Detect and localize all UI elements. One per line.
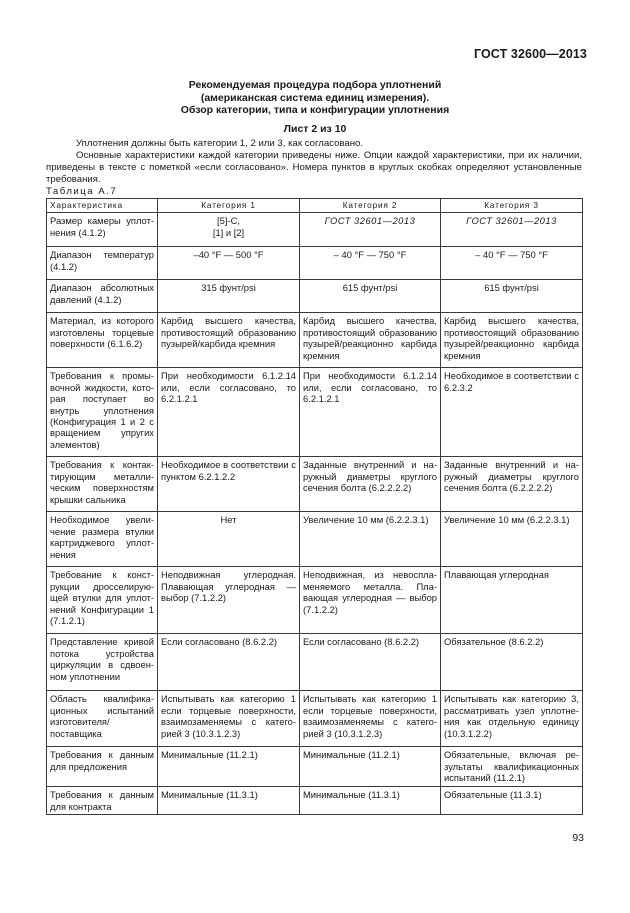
- cell-characteristic: Требование к конструкции дросселирующей втулки для уплотнений Конфигурации 1 (7.1.2.1): [47, 567, 158, 634]
- cell-category-3: Плавающая углеродная: [441, 567, 583, 634]
- table-row: [47, 567, 583, 634]
- document-title: [0, 79, 630, 117]
- title-line-2: (американская система единиц измерения).: [200, 91, 430, 104]
- cell-category-1: Минимальные (11.3.1): [158, 787, 300, 815]
- table-row: [47, 280, 583, 313]
- table-row: [47, 213, 583, 247]
- cell-characteristic: Требования к контактирующим металлическим поверхностям крышки сальника: [47, 457, 158, 512]
- table-row: [47, 313, 583, 368]
- header-category-2: Категория 2: [300, 199, 441, 213]
- cell-category-2: Карбид высшего качества, противостоящий образованию пузырей/реакционно карбида кремния: [300, 313, 441, 368]
- cell-category-1: –40 °F — 500 °F: [158, 247, 300, 280]
- cell-line: [5]-С,: [217, 215, 240, 227]
- cell-category-2: Минимальные (11.3.1): [300, 787, 441, 815]
- cell-category-2: Заданные внутренний и наружный диаметры круглого сечения болта (6.2.2.2.2): [300, 457, 441, 512]
- cell-category-1: [158, 213, 300, 247]
- cell-category-2: Испытывать как категорию 1 если торцевые поверхности, взаимозаменяемы с категорией 3 (10.3.1.2.3): [300, 691, 441, 747]
- cell-category-2: Неподвижная, из невоспламеняемого металла. Плавающая углеродная — выбор (7.1.2.2): [300, 567, 441, 634]
- cell-category-3: Карбид высшего качества, противостоящий образованию пузырей/реакционно карбида кремния: [441, 313, 583, 368]
- cell-category-3: Обязательные (11.3.1): [441, 787, 583, 815]
- intro-paragraph-1: Уплотнения должны быть категории 1, 2 или 3, как согласовано.: [76, 138, 364, 149]
- cell-category-3: 615 фунт/psi: [441, 280, 583, 313]
- table-row: [47, 634, 583, 691]
- document-code: ГОСТ 32600—2013: [473, 47, 587, 61]
- cell-category-2: При необходимости 6.1.2.14 или, если согласовано, то 6.2.1.2.1: [300, 368, 441, 457]
- cell-category-3: ГОСТ 32601—2013: [441, 213, 583, 247]
- cell-category-1: Карбид высшего качества, противостоящий образованию пузырей/карбида кремния: [158, 313, 300, 368]
- table-row: [47, 691, 583, 747]
- cell-category-1: При необходимости 6.1.2.14 или, если согласовано, то 6.2.1.2.1: [158, 368, 300, 457]
- cell-category-3: Обязательное (8.6.2.2): [441, 634, 583, 691]
- intro-text: [46, 138, 582, 186]
- table-row: [47, 247, 583, 280]
- sheet-number: Лист 2 из 10: [283, 123, 347, 135]
- cell-category-1: Необходимое в соответствии с пунктом 6.2.1.2.2: [158, 457, 300, 512]
- cell-category-3: Увеличение 10 мм (6.2.2.3.1): [441, 512, 583, 567]
- cell-characteristic: Требования к данным для контракта: [47, 787, 158, 815]
- table-row: [47, 747, 583, 787]
- title-line-1: Рекомендуемая процедура подбора уплотнений: [188, 79, 442, 91]
- table-caption: Таблица А.7: [46, 186, 118, 197]
- cell-characteristic: Область квалификационных испытаний изготовителя/поставщика: [47, 691, 158, 747]
- header-category-3: Категория 3: [441, 199, 583, 213]
- table-row: [47, 787, 583, 815]
- cell-category-2: – 40 °F — 750 °F: [300, 247, 441, 280]
- cell-characteristic: Диапазон абсолютных давлений (4.1.2): [47, 280, 158, 313]
- cell-category-1: 315 фунт/psi: [158, 280, 300, 313]
- cell-category-3: Обязательные, включая результаты квалификационных испытаний (11.2.1): [441, 747, 583, 787]
- cell-characteristic: Материал, из которого изготовлены торцевые поверхности (6.1.6.2): [47, 313, 158, 368]
- title-line-3: Обзор категории, типа и конфигурации уплотнения: [180, 104, 450, 116]
- cell-characteristic: Требования к промывочной жидкости, которая поступает во внутрь уплотнения (Конфигурация 1 и 2 с вращением упругих элементов): [47, 368, 158, 457]
- cell-category-1: Неподвижная углеродная. Плавающая углеродная — выбор (7.1.2.2): [158, 567, 300, 634]
- page-number: 93: [572, 832, 584, 844]
- header-category-1: Категория 1: [158, 199, 300, 213]
- cell-characteristic: Представление кривой потока устройства циркуляции в сдвоенном уплотнении: [47, 634, 158, 691]
- cell-characteristic: Размер камеры уплотнения (4.1.2): [47, 213, 158, 247]
- table-row: [47, 457, 583, 512]
- cell-category-1: Минимальные (11.2.1): [158, 747, 300, 787]
- cell-category-3: Заданные внутренний и наружный диаметры круглого сечения болта (6.2.2.2.2): [441, 457, 583, 512]
- cell-category-1: Испытывать как категорию 1 если торцевые поверхности, взаимозаменяемы с категорией 3 (10.3.1.2.3): [158, 691, 300, 747]
- cell-category-3: – 40 °F — 750 °F: [441, 247, 583, 280]
- cell-line: [1] и [2]: [212, 226, 245, 238]
- cell-characteristic: Необходимое увеличение размера втулки картриджевого уплотнения: [47, 512, 158, 567]
- category-table: [46, 198, 583, 815]
- cell-category-2: Если согласовано (8.6.2.2): [300, 634, 441, 691]
- table-header-row: [47, 199, 583, 213]
- cell-category-2: ГОСТ 32601—2013: [300, 213, 441, 247]
- cell-characteristic: Диапазон температур (4.1.2): [47, 247, 158, 280]
- cell-category-3: Необходимое в соответствии с 6.2.3.2: [441, 368, 583, 457]
- intro-paragraph-2: Основные характеристики каждой категории приведены ниже. Опции каждой характеристики, при их наличии, приведены в тексте с пометкой «если согласовано». Номера пунктов в круглых скобках определяют установленные требования.: [46, 150, 582, 185]
- table-row: [47, 512, 583, 567]
- table-row: [47, 368, 583, 457]
- cell-category-2: Минимальные (11.2.1): [300, 747, 441, 787]
- cell-category-1: Если согласовано (8.6.2.2): [158, 634, 300, 691]
- cell-characteristic: Требования к данным для предложения: [47, 747, 158, 787]
- cell-category-1: Нет: [158, 512, 300, 567]
- cell-category-2: 615 фунт/psi: [300, 280, 441, 313]
- header-characteristic: Характеристика: [47, 199, 158, 213]
- cell-category-2: Увеличение 10 мм (6.2.2.3.1): [300, 512, 441, 567]
- cell-category-3: Испытывать как категорию 3, рассматривать узел уплотнения как отдельную единицу (10.3.1.2.2): [441, 691, 583, 747]
